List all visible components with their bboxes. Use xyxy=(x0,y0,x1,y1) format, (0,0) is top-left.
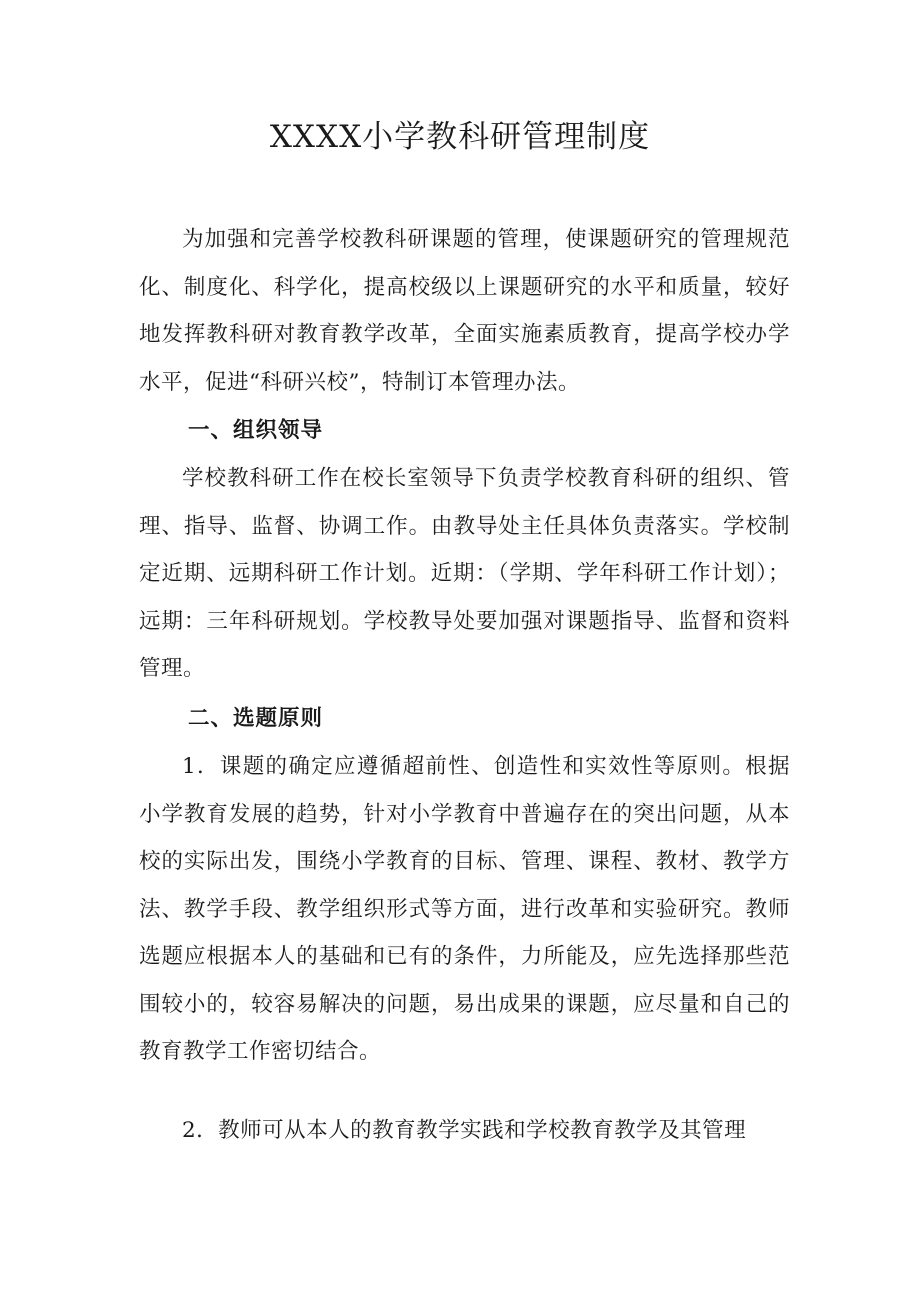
section-heading-topic-principles: 二、选题原则 xyxy=(188,706,324,731)
document-title: XXXX小学教科研管理制度 xyxy=(269,119,651,155)
section-heading-organization: 一、组织领导 xyxy=(188,418,324,443)
intro-paragraph: 为加强和完善学校教科研课题的管理，使课题研究的管理规范化、制度化、科学化，提高校级以上课题研究的水平和质量，较好地发挥教科研对教育教学改革，全面实施素质教育，提高学校办学水平，促进“科研兴校”，特制订本管理办法。 xyxy=(139,227,790,395)
principle-item-1: 1．课题的确定应遵循超前性、创造性和实效性等原则。根据小学教育发展的趋势，针对小学教育中普遍存在的突出问题，从本校的实际出发，围绕小学教育的目标、管理、课程、教材、教学方法、教学手段、教学组织形式等方面，进行改革和实验研究。教师选题应根据本人的基础和已有的条件，力所能及，应先选择那些范围较小的，较容易解决的问题，易出成果的课题，应尽量和自己的教育教学工作密切结合。 xyxy=(139,754,790,1064)
principle-item-2: 2．教师可从本人的教育教学实践和学校教育教学及其管理 xyxy=(182,1118,747,1143)
organization-paragraph: 学校教科研工作在校长室领导下负责学校教育科研的组织、管理、指导、监督、协调工作。由教导处主任具体负责落实。学校制定近期、远期科研工作计划。近期：（学期、学年科研工作计划）；远期：三年科研规划。学校教导处要加强对课题指导、监督和资料管理。 xyxy=(139,466,790,681)
